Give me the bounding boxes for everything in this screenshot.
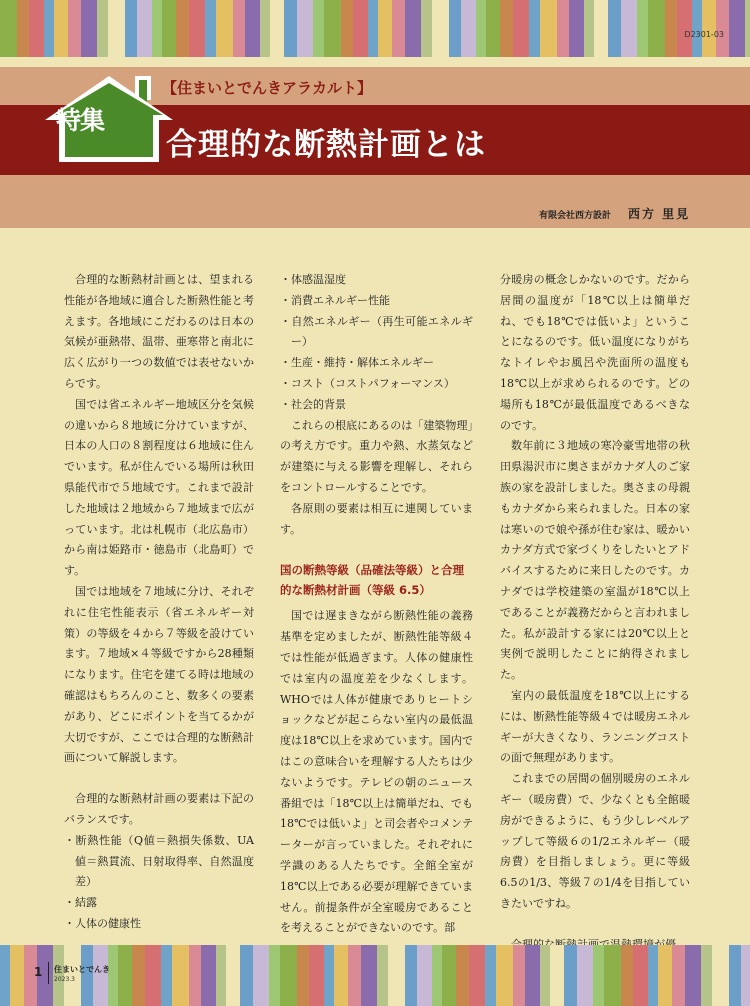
stripe xyxy=(685,945,701,1006)
stripe xyxy=(324,0,341,57)
stripe xyxy=(729,945,741,1006)
feature-badge: 特集 xyxy=(56,106,105,135)
stripe xyxy=(432,945,442,1006)
stripe xyxy=(513,945,525,1006)
stripe xyxy=(189,0,205,57)
stripe xyxy=(564,945,577,1006)
stripe xyxy=(513,0,529,57)
stripe xyxy=(216,0,233,57)
stripe xyxy=(540,0,557,57)
stripe xyxy=(233,0,245,57)
stripe xyxy=(525,945,540,1006)
stripe xyxy=(701,945,712,1006)
stripe xyxy=(486,0,500,57)
top-stripe-border xyxy=(0,0,750,57)
stripe xyxy=(226,945,240,1006)
stripe xyxy=(550,945,564,1006)
stripe xyxy=(145,945,161,1006)
stripe xyxy=(648,945,658,1006)
stripe xyxy=(108,0,125,57)
stripe xyxy=(692,0,702,57)
article-title: 合理的な断熱計画とは xyxy=(166,127,486,163)
stripe xyxy=(388,945,405,1006)
stripe xyxy=(637,0,648,57)
list-item: ・体感温湿度 xyxy=(280,273,346,286)
document-code: D2301-03 xyxy=(684,30,724,39)
stripe xyxy=(702,0,716,57)
paragraph: 分暖房の概念しかないのです。だから居間の温度が「18℃以上は簡単だね、でも18℃では低いよ」ということになるのです。低い温度になりがちなトイレやお風呂や洗面所の温度も18℃以上が求められるのです。どの場所も18℃が最低温度であるべきなのです。 xyxy=(500,273,690,432)
stripe xyxy=(417,945,432,1006)
stripe xyxy=(137,0,152,57)
stripe xyxy=(677,0,692,57)
author-name: 西方 里見 xyxy=(628,207,691,221)
stripe xyxy=(216,945,226,1006)
stripe xyxy=(557,0,569,57)
list-item: ・生産・維持・解体エネルギー xyxy=(280,356,434,370)
stripe xyxy=(324,945,334,1006)
paragraph: 各原則の要素は相互に連関しています。 xyxy=(280,501,473,536)
stripe xyxy=(540,945,550,1006)
stripe xyxy=(176,0,189,57)
paragraph: 数年前に３地域の寒冷豪雪地帯の秋田県湯沢市に奥さまがカナダ人のご家族の家を設計しました。奥さまの母親もカナダから来られました。日本の家は寒いので娘や孫が住む家は、暖かいカナダ方式で家づくりをしたいとアドバイスするために来日したのです。カナダでは学校建築の室温が18℃以上であることが義務だからと言われました。私が設計する家には20℃以上と実例で説明したことに納得されました。 xyxy=(500,439,690,682)
paragraph: これまでの居間の個別暖房のエネルギー（暖房費）で、少なくとも全館暖房ができるように、もう少しレベルアップして等級６の1/2エネルギー（暖房費）を目指しましょう。更に等級6.5の1/3、等級７の1/4を目指していきたいですね。 xyxy=(500,772,690,910)
stripe xyxy=(284,0,297,57)
stripe xyxy=(97,0,108,57)
stripe xyxy=(392,0,405,57)
stripe xyxy=(449,0,461,57)
stripe xyxy=(353,0,368,57)
stripe xyxy=(161,945,172,1006)
stripe xyxy=(569,0,584,57)
stripe xyxy=(240,945,253,1006)
stripe xyxy=(593,945,604,1006)
stripe xyxy=(496,945,513,1006)
stripe xyxy=(0,945,10,1006)
paragraph: 国では地域を７地域に分け、それぞれに住宅性能表示（省エネルギー対策）の等級を４から７等級を設けています。７地域×４等級ですから28種類になります。住宅を建てる時は地域の確認はもちろんのこと、数多くの要素があり、どこにポイントを当てるかが大切ですが、ここでは合理的な断熱計画について解説します。 xyxy=(64,584,254,765)
stripe xyxy=(648,0,665,57)
issue-date: 2023.3 xyxy=(54,976,75,983)
list-item: ・結露 xyxy=(64,896,97,910)
stripe xyxy=(461,0,476,57)
stripe xyxy=(17,0,29,57)
stripe xyxy=(313,0,324,57)
stripe xyxy=(297,945,309,1006)
stripe xyxy=(421,0,432,57)
stripe xyxy=(716,0,729,57)
stripe xyxy=(68,0,81,57)
stripe xyxy=(162,0,176,57)
stripe xyxy=(334,945,348,1006)
stripe xyxy=(260,0,270,57)
stripe xyxy=(269,945,280,1006)
list-item: ・人体の健康性 xyxy=(64,916,141,930)
stripe xyxy=(309,945,324,1006)
stripe xyxy=(0,0,17,57)
stripe xyxy=(29,0,44,57)
stripe xyxy=(529,0,540,57)
stripe xyxy=(368,0,378,57)
stripe xyxy=(118,945,132,1006)
stripe xyxy=(348,945,361,1006)
stripe xyxy=(152,0,162,57)
stripe xyxy=(405,0,421,57)
stripe xyxy=(253,945,269,1006)
list-item: ・断熱性能（Q値＝熱損失係数、UA値＝熱貫流、日射取得率、自然温度差） xyxy=(64,833,254,889)
stripe xyxy=(108,945,118,1006)
stripe xyxy=(604,945,621,1006)
footer-divider xyxy=(48,962,49,984)
column-3 xyxy=(500,270,690,956)
list-item: ・消費エネルギー性能 xyxy=(280,293,390,307)
page-number: 1 xyxy=(34,965,43,979)
paragraph: 国では遅まきながら断熱性能の義務基準を定めましたが、断熱性能等級４では性能が低過ぎます。人体の健康性では室内の温度差を少なくします。WHOでは人体が健康でありヒートショックなどが起こらない室内の最低温度は18℃以上を求めています。国内ではこの意味合いを理解する人たちは少ないようです。テレビの朝のニュース番組では「18℃以上は簡単だね、でも18℃では低いよ」と司会者やコメンテーターが言っていました。それぞれに学識のある人たちです。全館全室が18℃以上である必要が理解できていません。前提条件が全室暖房であることを考えることができないのです。部 xyxy=(280,609,473,935)
stripe xyxy=(745,0,750,57)
stripe xyxy=(81,945,93,1006)
paragraph: 室内の最低温度を18℃以上にするには、断熱性能等級４では暖房エネルギーが大きくなり、ランニングコストの面で無理があります。 xyxy=(500,688,690,765)
stripe xyxy=(189,945,201,1006)
stripe xyxy=(341,0,353,57)
stripe xyxy=(621,945,633,1006)
stripe xyxy=(476,0,486,57)
stripe xyxy=(456,945,469,1006)
stripe xyxy=(270,0,284,57)
paragraph: 合理的な断熱材計画とは、望まれる性能が各地域に適合した断熱性能と考えます。各地域にこだわるのは日本の気候が亜熱帯、温帯、亜寒帯と南北に広く広がり一つの数値では表せないからです。 xyxy=(64,273,254,390)
stripe xyxy=(205,0,216,57)
stripe xyxy=(442,945,456,1006)
bottom-stripe-border xyxy=(0,945,750,1006)
stripe xyxy=(378,0,392,57)
stripe xyxy=(469,945,485,1006)
section-heading: 国の断熱等級（品確法等級）と合理的な断熱材計画（等級 6.5） xyxy=(280,563,464,598)
stripe xyxy=(577,945,593,1006)
list-item: ・コスト（コストパフォーマンス） xyxy=(280,376,455,390)
stripe xyxy=(741,945,750,1006)
section-subtitle: 【住まいとでんきアラカルト】 xyxy=(162,79,373,97)
stripe xyxy=(405,945,417,1006)
stripe xyxy=(44,0,54,57)
stripe xyxy=(712,945,729,1006)
stripe xyxy=(132,945,145,1006)
stripe xyxy=(93,945,108,1006)
paragraph: 合理的な断熱材計画の要素は下記のバランスです。 xyxy=(64,792,254,826)
author-organization: 有限会社西方設計 xyxy=(539,211,612,221)
stripe xyxy=(621,0,637,57)
stripe xyxy=(172,945,189,1006)
stripe xyxy=(125,0,137,57)
stripe xyxy=(54,0,68,57)
list-item: ・自然エネルギー（再生可能エネルギー） xyxy=(280,314,473,349)
stripe xyxy=(594,0,608,57)
stripe xyxy=(377,945,388,1006)
stripe xyxy=(633,945,648,1006)
stripe xyxy=(500,0,513,57)
stripe xyxy=(81,0,97,57)
column-1 xyxy=(64,270,254,935)
stripe xyxy=(245,0,260,57)
stripe xyxy=(658,945,672,1006)
stripe xyxy=(584,0,594,57)
stripe xyxy=(361,945,377,1006)
stripe xyxy=(485,945,496,1006)
stripe xyxy=(10,945,24,1006)
list-item: ・社会的背景 xyxy=(280,397,346,411)
paragraph: 国では省エネルギー地域区分を気候の違いから８地域に分けていますが、日本の人口の８割程度は６地域に住んでいます。私が住んでいる場所は秋田県能代市で５地域です。これまで設計した地域は２地域から７地域まで広がっています。北は札幌市（北広島市）から南は姫路市・徳島市（北島町）です。 xyxy=(64,397,254,578)
stripe xyxy=(672,945,685,1006)
stripe xyxy=(201,945,216,1006)
stripe xyxy=(729,0,745,57)
stripe xyxy=(608,0,621,57)
paragraph: これらの根底にあるのは「建築物理」の考え方です。重力や熱、水蒸気などが建築に与える影響を理解し、それらをコントロールすることです。 xyxy=(280,418,473,494)
stripe xyxy=(432,0,449,57)
column-2 xyxy=(280,270,473,939)
stripe xyxy=(665,0,677,57)
magazine-name: 住まいとでんき xyxy=(54,965,110,974)
stripe xyxy=(280,945,297,1006)
stripe xyxy=(297,0,313,57)
